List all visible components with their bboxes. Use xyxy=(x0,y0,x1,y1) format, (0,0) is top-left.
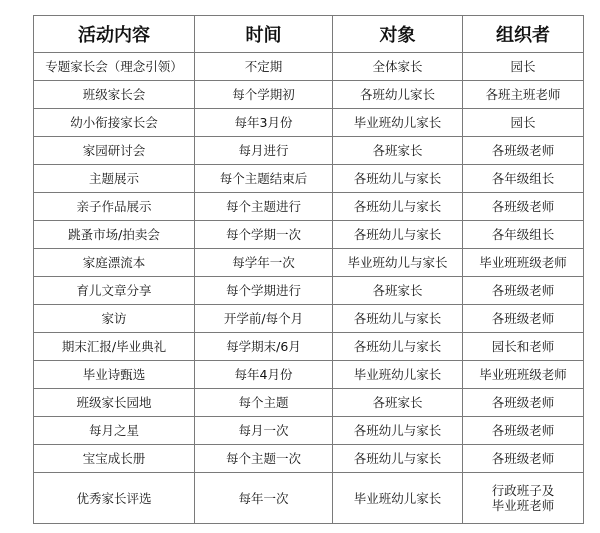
cell-line: 行政班子及 xyxy=(491,483,555,498)
table-row xyxy=(34,333,584,361)
cell-time: 每学期末/6月 xyxy=(195,333,333,361)
cell-organizer: 各班级老师 xyxy=(463,137,584,165)
cell-organizer: 各班主班老师 xyxy=(463,81,584,109)
cell-time: 每月一次 xyxy=(195,417,333,445)
cell-audience: 各班幼儿与家长 xyxy=(333,221,463,249)
cell-activity: 家园研讨会 xyxy=(34,137,195,165)
cell-organizer: 各班级老师 xyxy=(463,277,584,305)
table-row xyxy=(34,277,584,305)
cell-time: 每学年一次 xyxy=(195,249,333,277)
table-row xyxy=(34,389,584,417)
cell-organizer: 园长和老师 xyxy=(463,333,584,361)
cell-organizer: 各班级老师 xyxy=(463,305,584,333)
cell-activity: 跳蚤市场/拍卖会 xyxy=(34,221,195,249)
cell-line: 毕业班老师 xyxy=(491,498,555,513)
cell-audience: 毕业班幼儿家长 xyxy=(333,109,463,137)
cell-activity: 优秀家长评选 xyxy=(34,473,195,524)
cell-organizer: 各年级组长 xyxy=(463,221,584,249)
table-row xyxy=(34,81,584,109)
cell-audience: 各班幼儿与家长 xyxy=(333,445,463,473)
cell-audience: 全体家长 xyxy=(333,53,463,81)
table-row xyxy=(34,249,584,277)
table-row xyxy=(34,417,584,445)
cell-organizer: 各班级老师 xyxy=(463,417,584,445)
cell-activity: 幼小衔接家长会 xyxy=(34,109,195,137)
table-row xyxy=(34,305,584,333)
cell-time: 不定期 xyxy=(195,53,333,81)
cell-activity: 班级家长会 xyxy=(34,81,195,109)
cell-organizer: 各班级老师 xyxy=(463,445,584,473)
cell-activity: 期末汇报/毕业典礼 xyxy=(34,333,195,361)
table-row xyxy=(34,137,584,165)
table-row xyxy=(34,53,584,81)
cell-audience: 各班家长 xyxy=(333,277,463,305)
cell-time: 每个主题进行 xyxy=(195,193,333,221)
header-row xyxy=(34,16,584,53)
table-row xyxy=(34,165,584,193)
cell-organizer xyxy=(463,473,584,524)
cell-activity: 家访 xyxy=(34,305,195,333)
cell-audience: 各班幼儿与家长 xyxy=(333,333,463,361)
cell-organizer: 各班级老师 xyxy=(463,389,584,417)
cell-activity: 育儿文章分享 xyxy=(34,277,195,305)
cell-audience: 各班幼儿与家长 xyxy=(333,193,463,221)
cell-activity: 家庭漂流本 xyxy=(34,249,195,277)
cell-audience: 各班幼儿与家长 xyxy=(333,417,463,445)
table-row xyxy=(34,109,584,137)
cell-activity: 主题展示 xyxy=(34,165,195,193)
cell-time: 每个主题结束后 xyxy=(195,165,333,193)
cell-organizer: 园长 xyxy=(463,53,584,81)
cell-time: 每个学期一次 xyxy=(195,221,333,249)
table-row xyxy=(34,445,584,473)
table-row xyxy=(34,361,584,389)
table-row xyxy=(34,221,584,249)
cell-time: 每月进行 xyxy=(195,137,333,165)
cell-audience: 毕业班幼儿家长 xyxy=(333,361,463,389)
cell-audience: 各班幼儿与家长 xyxy=(333,165,463,193)
cell-activity: 班级家长园地 xyxy=(34,389,195,417)
cell-activity: 亲子作品展示 xyxy=(34,193,195,221)
cell-time: 每个学期初 xyxy=(195,81,333,109)
cell-time: 每年一次 xyxy=(195,473,333,524)
cell-activity: 专题家长会（理念引领） xyxy=(34,53,195,81)
cell-audience: 各班家长 xyxy=(333,137,463,165)
cell-organizer: 园长 xyxy=(463,109,584,137)
cell-activity: 宝宝成长册 xyxy=(34,445,195,473)
cell-audience: 毕业班幼儿与家长 xyxy=(333,249,463,277)
cell-organizer: 毕业班班级老师 xyxy=(463,361,584,389)
cell-organizer: 毕业班班级老师 xyxy=(463,249,584,277)
table-row xyxy=(34,473,584,524)
cell-time: 每年4月份 xyxy=(195,361,333,389)
header-audience: 对象 xyxy=(333,16,463,53)
cell-organizer: 各年级组长 xyxy=(463,165,584,193)
cell-audience: 各班幼儿与家长 xyxy=(333,305,463,333)
activity-table-container xyxy=(33,15,583,524)
header-activity: 活动内容 xyxy=(34,16,195,53)
cell-audience: 各班家长 xyxy=(333,389,463,417)
header-organizer: 组织者 xyxy=(463,16,584,53)
cell-time: 每个学期进行 xyxy=(195,277,333,305)
cell-time: 每年3月份 xyxy=(195,109,333,137)
table-row xyxy=(34,193,584,221)
cell-audience: 各班幼儿家长 xyxy=(333,81,463,109)
cell-audience: 毕业班幼儿家长 xyxy=(333,473,463,524)
activity-table xyxy=(33,15,584,524)
cell-organizer: 各班级老师 xyxy=(463,193,584,221)
cell-time: 每个主题 xyxy=(195,389,333,417)
cell-activity: 每月之星 xyxy=(34,417,195,445)
cell-activity: 毕业诗甄选 xyxy=(34,361,195,389)
cell-time: 开学前/每个月 xyxy=(195,305,333,333)
header-time: 时间 xyxy=(195,16,333,53)
cell-time: 每个主题一次 xyxy=(195,445,333,473)
